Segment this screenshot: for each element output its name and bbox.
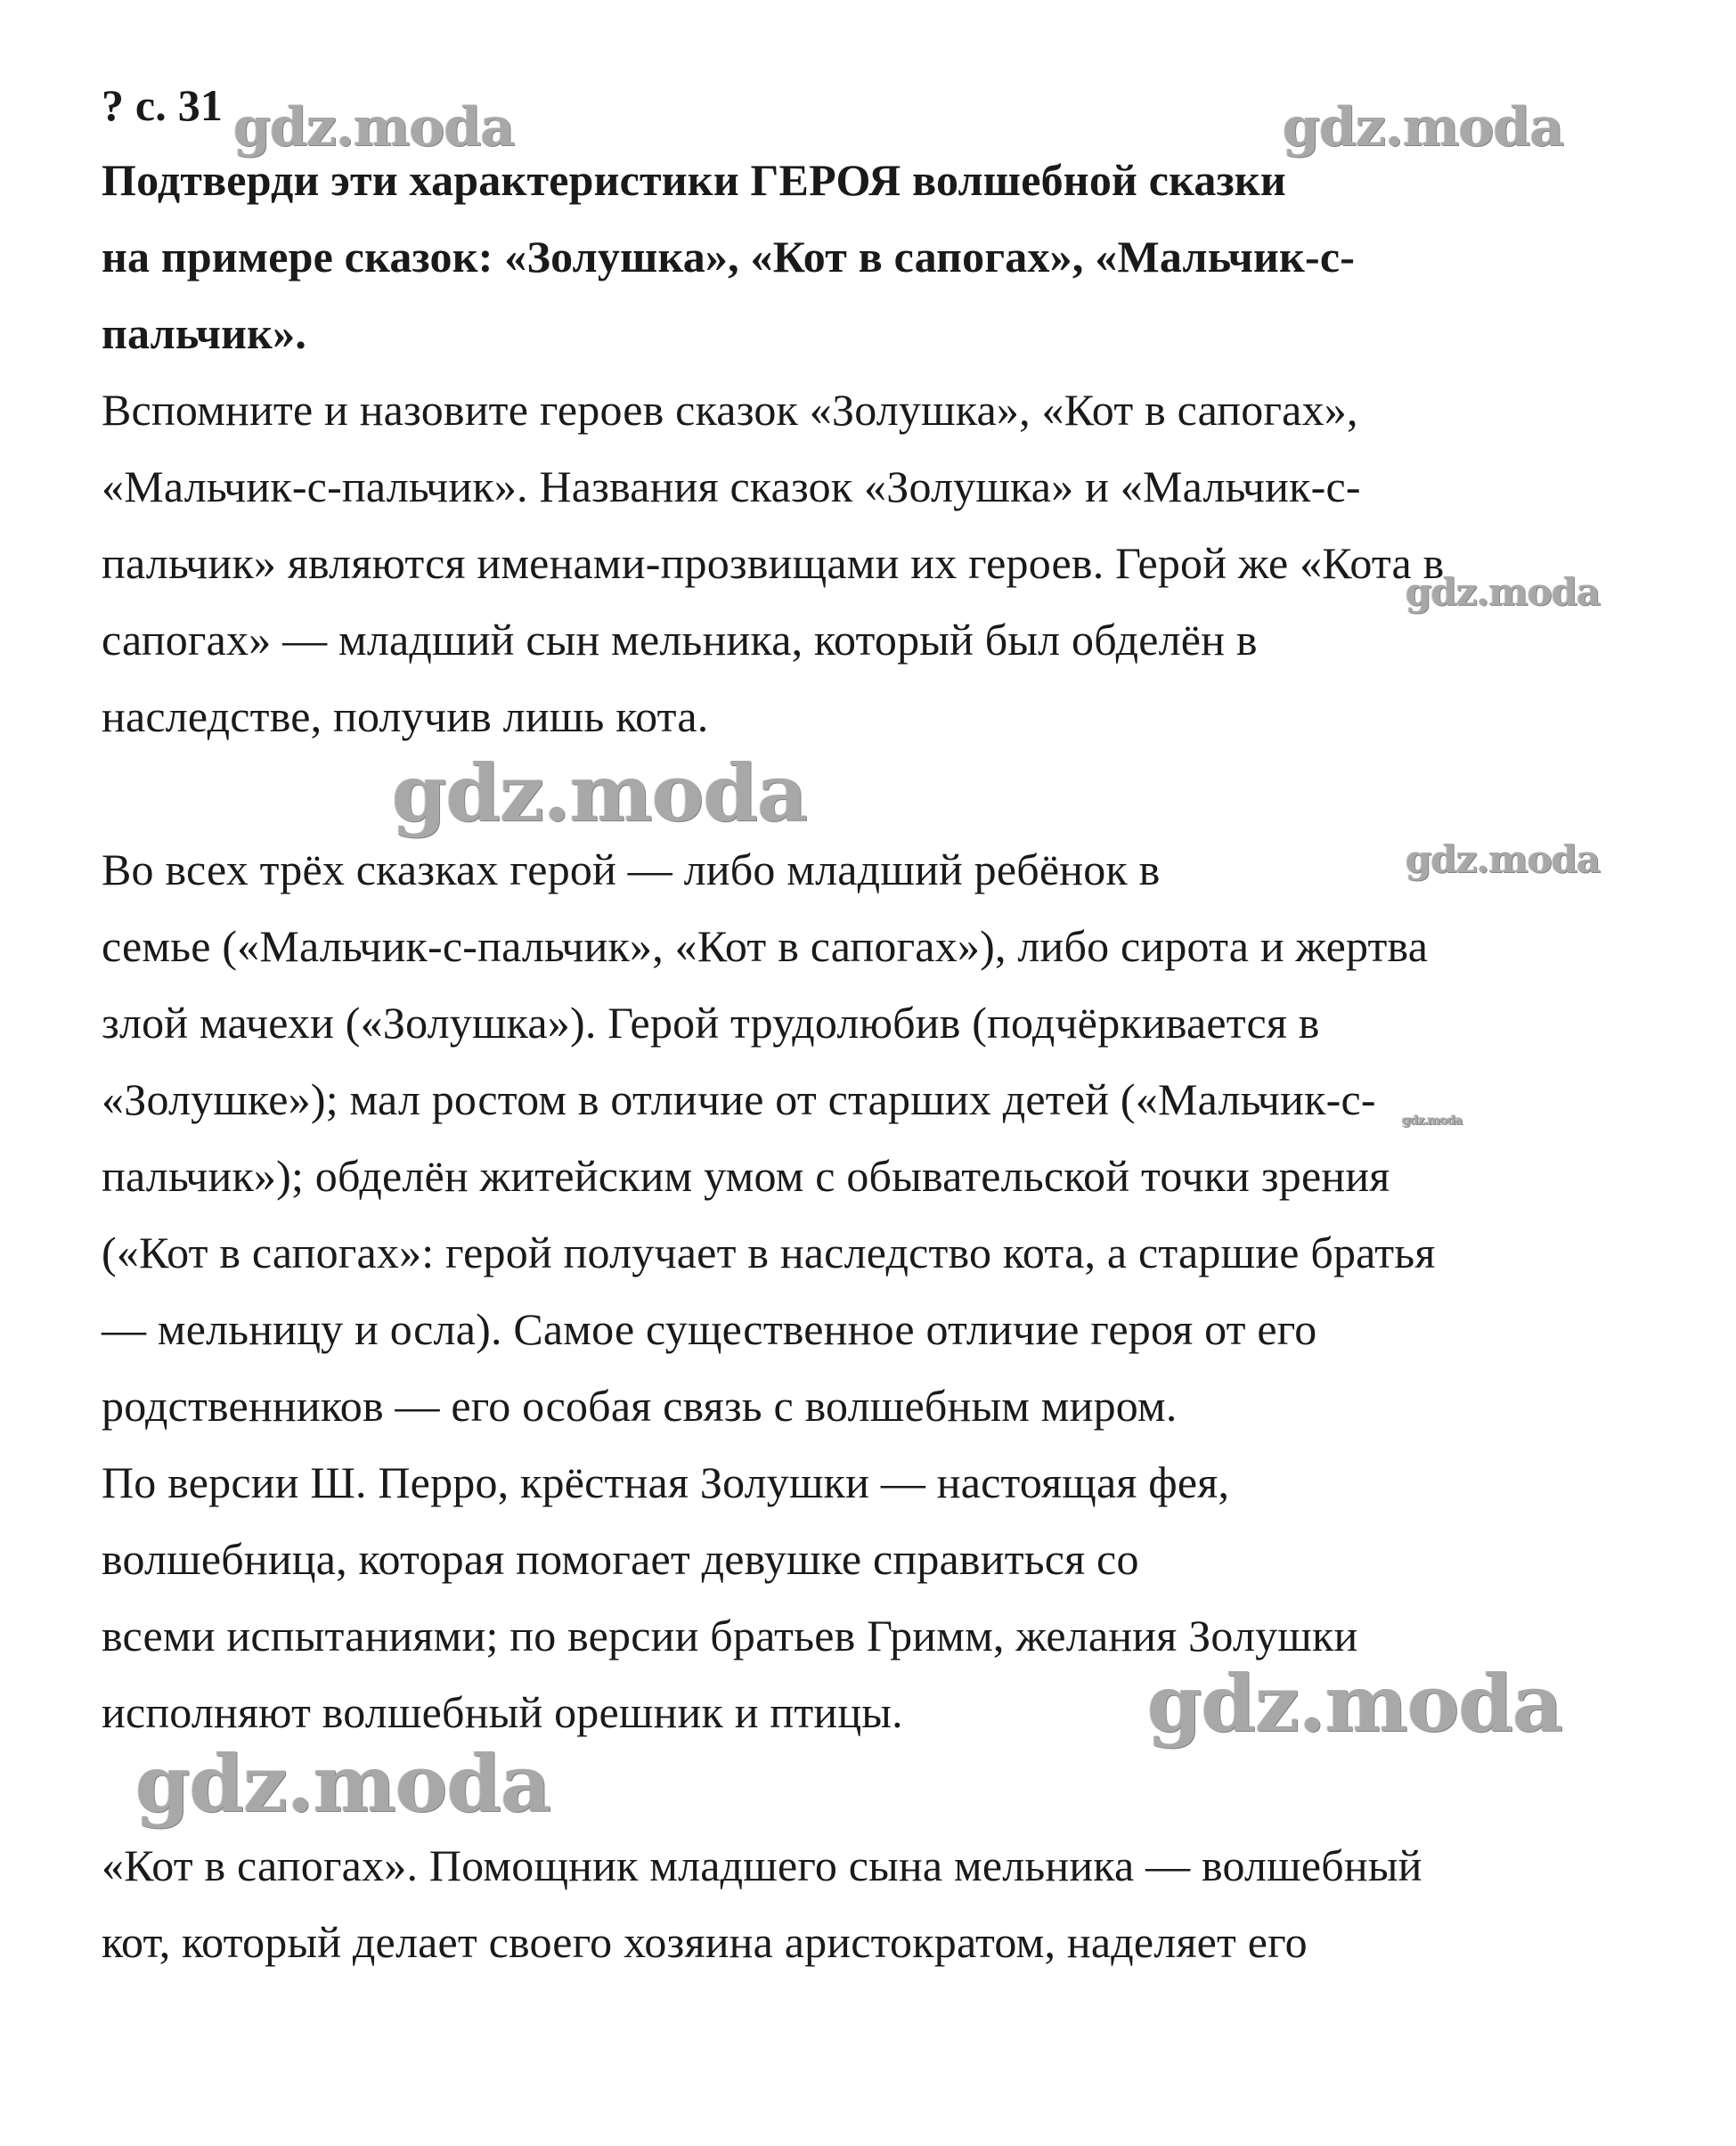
paragraph-2-line-2: семье («Мальчик-с-пальчик», «Кот в сапогах»), либо сирота и жертва: [102, 921, 1429, 971]
page-reference: ? с. 31: [102, 80, 224, 130]
watermark-logo: gdz.moda: [1406, 837, 1601, 881]
paragraph-1-line-5: наследстве, получив лишь кота.: [102, 691, 709, 741]
watermark-logo: gdz.moda: [1147, 1657, 1563, 1750]
paragraph-3-line-1: По версии Ш. Перро, крёстная Золушки — настоящая фея,: [102, 1457, 1230, 1507]
watermark-logo: gdz.moda: [233, 96, 515, 159]
task-heading-line-3: пальчик».: [102, 308, 307, 358]
paragraph-3-line-3: всеми испытаниями; по версии братьев Гримм, желания Золушки: [102, 1611, 1358, 1660]
paragraph-3-line-2: волшебница, которая помогает девушке справиться со: [102, 1534, 1139, 1584]
paragraph-2-line-5: пальчик»); обделён житейским умом с обывательской точки зрения: [102, 1151, 1390, 1201]
paragraph-1-line-2: «Мальчик-с-пальчик». Названия сказок «Золушка» и «Мальчик-с-: [102, 461, 1361, 511]
paragraph-3-line-4: исполняют волшебный орешник и птицы.: [102, 1687, 903, 1737]
paragraph-1-line-4: сапогах» — младший сын мельника, который был обделён в: [102, 615, 1258, 665]
watermark-logo: gdz.moda: [1406, 570, 1601, 614]
task-heading-line-2: на примере сказок: «Золушка», «Кот в сапогах», «Мальчик-с-: [102, 232, 1356, 282]
paragraph-4-line-2: кот, который делает своего хозяина аристократом, наделяет его: [102, 1917, 1308, 1967]
paragraph-2-line-7: — мельницу и осла). Самое существенное отличие героя от его: [102, 1304, 1317, 1354]
watermark-logo: gdz.moda: [1402, 1114, 1463, 1128]
paragraph-2-line-4: «Золушке»); мал ростом в отличие от старших детей («Мальчик-с-: [102, 1074, 1376, 1124]
paragraph-2-line-6: («Кот в сапогах»: герой получает в наследство кота, а старшие братья: [102, 1228, 1436, 1277]
paragraph-2-line-3: злой мачехи («Золушка»). Герой трудолюбив (подчёркивается в: [102, 998, 1320, 1048]
paragraph-1-line-3: пальчик» являются именами-прозвищами их героев. Герой же «Кота в: [102, 538, 1445, 588]
watermark-logo: gdz.moda: [392, 747, 808, 839]
task-heading-line-1: Подтверди эти характеристики ГЕРОЯ волшебной сказки: [102, 155, 1286, 205]
watermark-logo: gdz.moda: [135, 1737, 551, 1830]
paragraph-1-line-1: Вспомните и назовите героев сказок «Золушка», «Кот в сапогах»,: [102, 385, 1358, 435]
paragraph-2-line-1: Во всех трёх сказках герой — либо младший ребёнок в: [102, 845, 1161, 894]
watermark-logo: gdz.moda: [1283, 96, 1564, 159]
paragraph-4-line-1: «Кот в сапогах». Помощник младшего сына мельника — волшебный: [102, 1840, 1422, 1890]
paragraph-2-line-8: родственников — его особая связь с волшебным миром.: [102, 1381, 1178, 1431]
